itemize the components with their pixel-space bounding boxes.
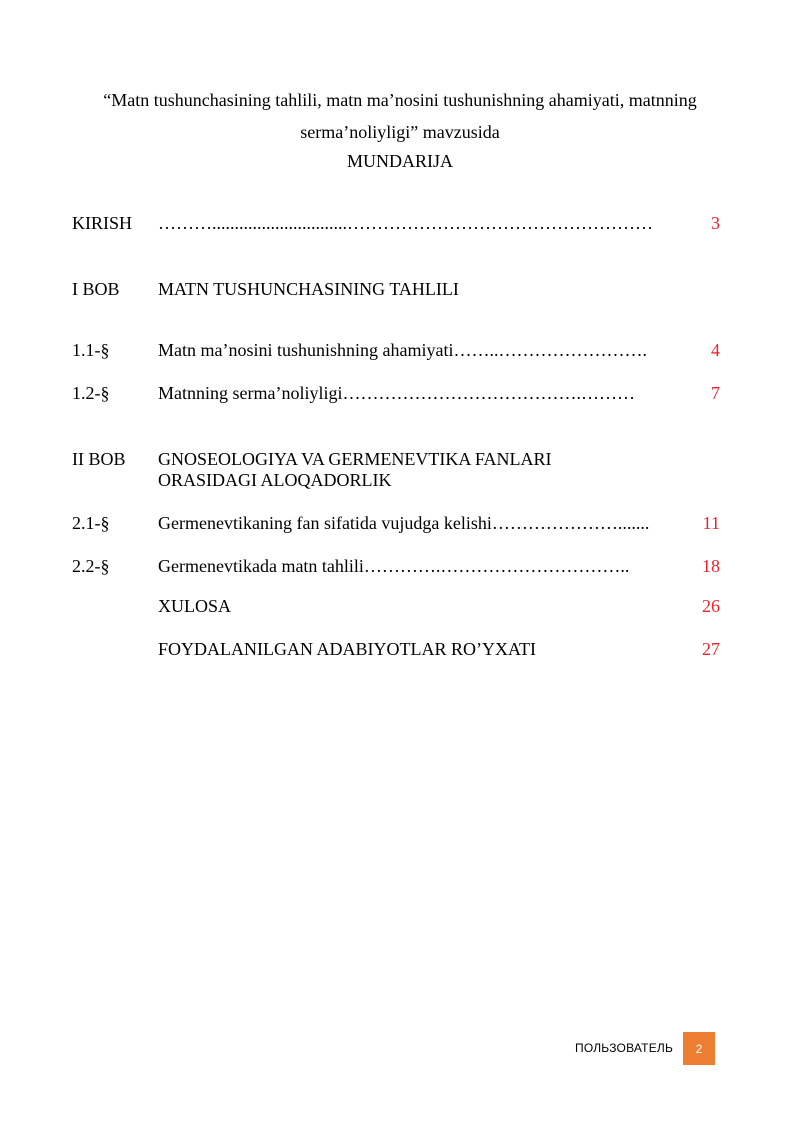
toc-row-number: 1.2-§ (72, 383, 110, 403)
toc-row-number: 2.2-§ (72, 556, 110, 576)
toc-row-chapter-2[interactable] (0, 448, 800, 492)
toc-row-title: MATN TUSHUNCHASINING TAHLILI (158, 279, 459, 299)
toc-row-page: 11 (702, 513, 720, 533)
toc-row-title: Matn ma’nosini tushunishning ahamiyati……..……………………. (158, 340, 647, 360)
toc-row-title-continued: ORASIDAGI ALOQADORLIK (158, 470, 392, 490)
toc-row-references[interactable] (0, 638, 800, 682)
toc-row-title: FOYDALANILGAN ADABIYOTLAR RO’YXATI (158, 639, 536, 659)
toc-row-2-1[interactable] (0, 512, 800, 556)
toc-row-title: Germenevtikaning fan sifatida vujudga kelishi…………………....... (158, 513, 650, 533)
toc-row-title: ………..............................…………………………………………… (158, 213, 653, 233)
footer-page-number: 2 (683, 1032, 715, 1065)
toc-row-1-2[interactable] (0, 382, 800, 426)
footer-label: ПОЛЬЗОВАТЕЛЬ (575, 1041, 674, 1055)
toc-row-number: 1.1-§ (72, 340, 110, 360)
toc-row-number: KIRISH (72, 213, 133, 233)
toc-row-title: Matnning serma’noliyligi………………………………….……… (158, 383, 635, 403)
document-title: “Matn tushunchasining tahlili, matn ma’nosini tushunishning ahamiyati, matnning serma’noliyligi” mavzusida (103, 90, 697, 142)
toc-row-page: 27 (702, 639, 720, 659)
toc-row-page: 4 (711, 340, 720, 360)
toc-row-2-2[interactable] (0, 555, 800, 599)
toc-row-number: II BOB (72, 449, 126, 469)
toc-row-title: Germenevtikada matn tahlili………….………………………….. (158, 556, 630, 576)
toc-row-page: 3 (711, 213, 720, 233)
toc-row-number: 2.1-§ (72, 513, 110, 533)
toc-row-title: XULOSA (158, 596, 232, 616)
toc-row-page: 7 (711, 383, 720, 403)
toc-row-page: 26 (702, 596, 720, 616)
toc-row-page: 18 (702, 556, 720, 576)
toc-row-xulosa[interactable] (0, 595, 800, 639)
toc-row-chapter-1[interactable] (0, 278, 800, 322)
toc-row-title: GNOSEOLOGIYA VA GERMENEVTIKA FANLARI (158, 449, 552, 469)
toc-row-kirish[interactable] (0, 212, 800, 256)
toc-row-number: I BOB (72, 279, 120, 299)
toc-row-1-1[interactable] (0, 339, 800, 383)
toc-heading: MUNDARIJA (346, 151, 453, 171)
